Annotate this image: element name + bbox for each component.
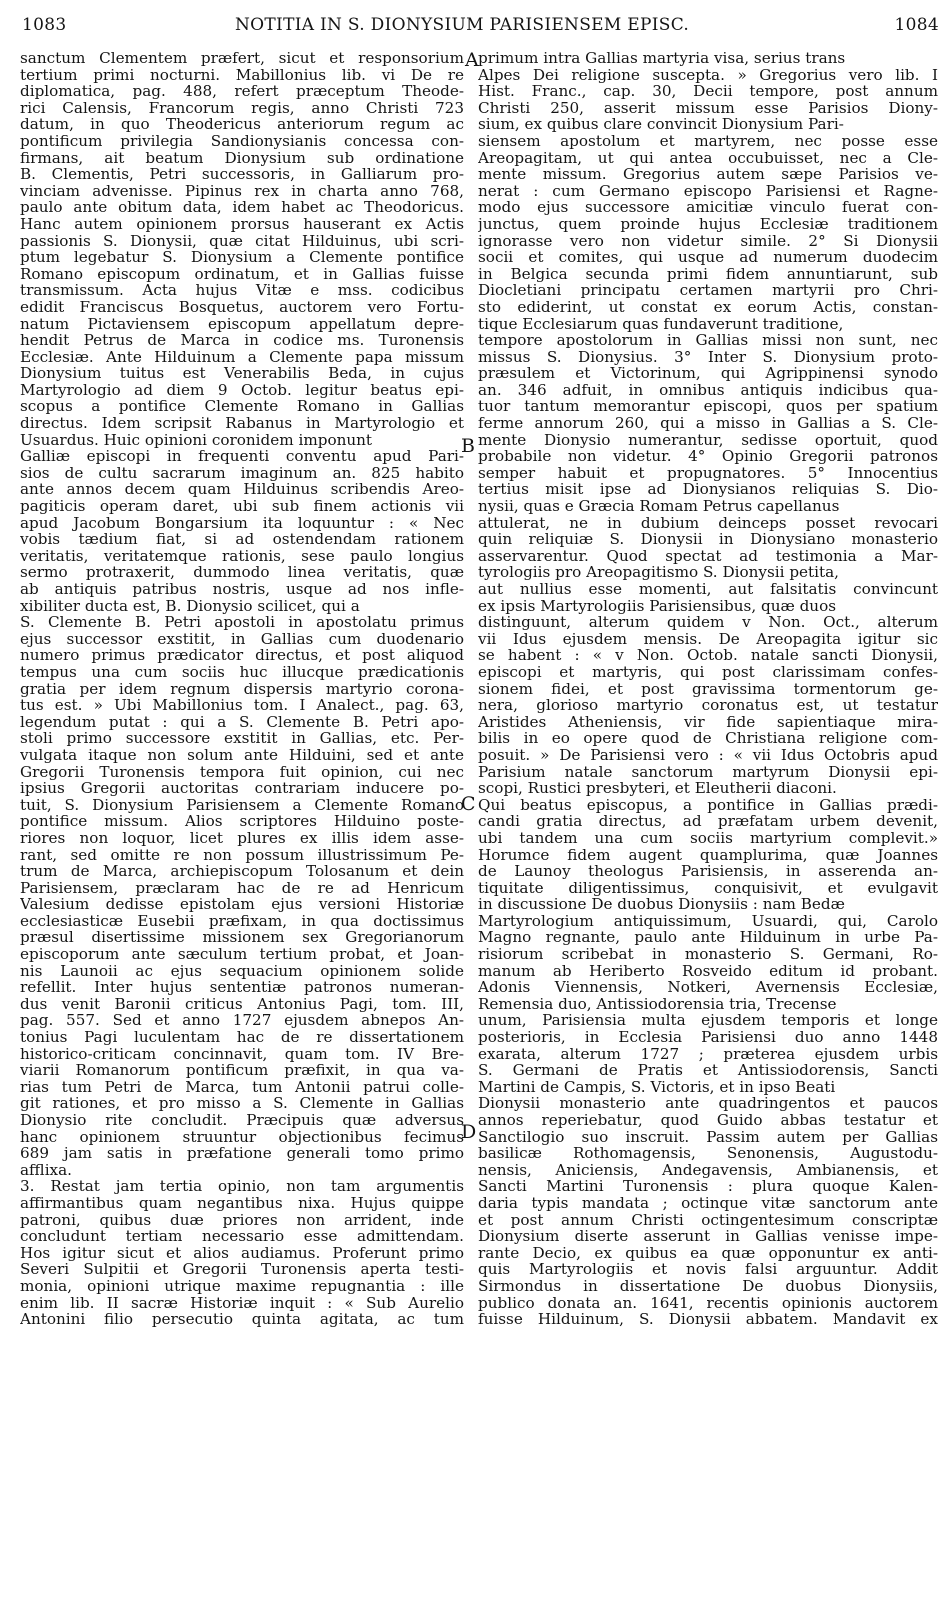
text-line: mente Dionysio numerantur, sedisse oportuit, quod [478, 431, 938, 449]
text-line: ipsius Gregorii auctoritas contrariam inducere po- [20, 780, 464, 797]
text-line: scopus a pontifice Clemente Romano in Gallias [20, 398, 464, 416]
text-line: S. Germani de Pratis et Antissiodorensis, Sancti [478, 1062, 938, 1079]
text-line: basilicæ Rothomagensis, Senonensis, Augustodu- [478, 1145, 938, 1162]
text-line: tempus una cum sociis huc illucque prædicationis [20, 663, 464, 681]
text-line: ubi tandem una cum sociis martyrium complevit.» [478, 829, 938, 847]
text-line: Antonini filio persecutio quinta agitata, ac tum [20, 1311, 464, 1328]
text-line: posterioris, in Ecclesia Parisiensi duo anno 1448 [478, 1029, 938, 1046]
text-line: concludunt tertiam necessario esse admittendam. [20, 1228, 464, 1245]
text-line: 689 jam satis in præfatione generali tomo primo [20, 1145, 464, 1162]
text-line: natum Pictaviensem episcopum appellatum depre- [20, 315, 464, 333]
text-line: vinciam advenisse. Pipinus rex in charta anno 768, [20, 182, 464, 200]
text-line: S. Clemente B. Petri apostoli in apostolatu primus [20, 614, 464, 631]
text-line: tonius Pagi luculentam hac de re dissertationem [20, 1029, 464, 1046]
text-line: monia, opinioni utrique maxime repugnantia : ille [20, 1277, 464, 1295]
text-line: quis Martyrologiis et novis falsi arguuntur. Addit [478, 1261, 938, 1278]
text-line: pontifice missum. Alios scriptores Hilduino poste- [20, 813, 464, 830]
text-line: Remensia duo, Antissiodorensia tria, Trecense [478, 995, 837, 1013]
text-line: Qui beatus episcopus, a pontifice in Gallias prædi- [478, 796, 938, 814]
text-line: edidit Franciscus Bosquetus, auctorem vero Fortu- [20, 298, 464, 316]
text-line: Sirmondus in dissertatione De duobus Dionysiis, [478, 1277, 938, 1295]
text-line: B. Clementis, Petri successoris, in Galliarum pro- [20, 166, 464, 183]
margin-marker-b: B [461, 435, 475, 457]
text-line: asservarentur. Quod spectat ad testimonia a Mar- [478, 547, 938, 565]
running-header [22, 10, 939, 40]
text-line: paulo ante obitum data, idem habet ac Theodoricus. [20, 199, 464, 216]
text-line: diplomatica, pag. 488, refert præceptum Theode- [20, 83, 464, 100]
text-line: Hanc autem opinionem prorsus hauserant ex Actis [20, 215, 464, 233]
text-line: directus. Idem scripsit Rabanus in Martyrologio et [20, 415, 464, 432]
text-line: tertius misit ipse ad Dionysianos reliquias S. Dio- [478, 481, 938, 499]
text-line: tique Ecclesiarum quas fundaverunt traditione, [478, 315, 844, 333]
text-line: 3. Restat jam tertia opinio, non tam argumentis [20, 1178, 464, 1195]
text-line: unum, Parisiensia multa ejusdem temporis et longe [478, 1012, 938, 1030]
text-line: Christi 250, asserit missum esse Parisios Diony- [478, 99, 938, 117]
margin-marker-d: D [461, 1121, 477, 1143]
text-line: ejus successor exstitit, in Gallias cum duodenario [20, 630, 464, 648]
text-line: fuisse Hilduinum, S. Dionysii abbatem. Mandavit ex [478, 1311, 938, 1328]
margin-marker-c: C [461, 793, 476, 815]
text-line: nis Launoii ac ejus sequacium opinionem solide [20, 962, 464, 980]
text-line: Hos igitur sicut et alios audiamus. Proferunt primo [20, 1244, 464, 1262]
text-line: veritatis, veritatemque rationis, sese paulo longius [20, 547, 464, 565]
text-line: ptum legebatur S. Dionysium a Clemente pontifice [20, 249, 464, 266]
text-line: nera, glorioso martyrio coronatus est, ut testatur [478, 697, 938, 714]
text-line: Areopagitam, ut qui antea occubuisset, nec a Cle- [478, 149, 938, 167]
text-line: an. 346 adfuit, in omnibus antiquis indicibus qua- [478, 381, 938, 399]
text-line: Diocletiani principatu certamen martyrii pro Chri- [478, 282, 938, 299]
text-line: in Belgica secunda primi fidem annuntiarunt, sub [478, 265, 938, 283]
text-line: stoli primo successore exstitit in Gallias, etc. Per- [20, 730, 464, 747]
text-line: hendit Petrus de Marca in codice ms. Turonensis [20, 332, 464, 349]
text-line: firmans, ait beatum Dionysium sub ordinatione [20, 149, 464, 167]
text-line: Horumce fidem augent quamplurima, quæ Joannes [478, 846, 938, 864]
text-line: publico donata an. 1641, recentis opinionis auctorem [478, 1294, 938, 1312]
right-column [478, 50, 938, 1328]
text-line: quin reliquiæ S. Dionysii in Dionysiano monasterio [478, 531, 938, 548]
text-line: episcoporum ante sæculum tertium probat, et Joan- [20, 946, 464, 963]
text-line: aut nullius esse momenti, aut falsitatis convincunt [478, 581, 938, 598]
text-line: tuor tantum memorantur episcopi, quos per spatium [478, 398, 938, 416]
text-line: ex ipsis Martyrologiis Parisiensibus, quæ duos [478, 597, 837, 615]
text-line: passionis S. Dionysii, quæ citat Hilduinus, ubi scri- [20, 232, 464, 250]
text-line: Martini de Campis, S. Victoris, et in ipso Beati [478, 1078, 836, 1096]
text-line: historico-criticam concinnavit, quam tom. IV Bre- [20, 1045, 464, 1063]
text-line: sermo protraxerit, dummodo linea veritatis, quæ [20, 564, 464, 581]
text-line: ab antiquis patribus nostris, usque ad nos infle- [20, 581, 464, 598]
text-line: tertium primi nocturni. Mabillonius lib. vi De re [20, 66, 464, 84]
text-line: Martyrologium antiquissimum, Usuardi, qui, Carolo [478, 912, 938, 930]
text-line: affirmantibus quam negantibus nixa. Hujus quippe [20, 1194, 464, 1212]
text-line: dus venit Baronii criticus Antonius Pagi, tom. III, [20, 995, 464, 1013]
text-line: tuit, S. Dionysium Parisiensem a Clemente Romano [20, 796, 464, 814]
text-line: vulgata itaque non solum ante Hilduini, sed et ante [20, 746, 464, 764]
text-line: nysii, quas e Græcia Romam Petrus capellanus [478, 498, 840, 515]
text-line: riores non loquor, licet plures ex illis idem asse- [20, 829, 464, 847]
text-line: candi gratia directus, ad præfatam urbem devenit, [478, 813, 938, 830]
text-line: tiquitate diligentissimus, conquisivit, et evulgavit [478, 879, 938, 897]
text-line: afflixa. [20, 1161, 73, 1179]
text-line: daria typis mandata ; octinque vitæ sanctorum ante [478, 1194, 938, 1212]
text-line: Gregorii Turonensis tempora fuit opinion, cui nec [20, 763, 464, 781]
text-line: Ecclesiæ. Ante Hilduinum a Clemente papa missum [20, 348, 464, 366]
text-line: se habent : « v Non. Octob. natale sancti Dionysii, [478, 647, 938, 664]
text-line: scopi, Rustici presbyteri, et Eleutherii diaconi. [478, 780, 837, 797]
text-line: Sanctilogio suo inscruit. Passim autem per Gallias [478, 1128, 938, 1146]
text-line: viarii Romanorum pontificum præfixit, in qua va- [20, 1062, 464, 1079]
text-line: præsulem et Victorinum, qui Agrippinensi synodo [478, 365, 938, 382]
text-line: Magno regnante, paulo ante Hilduinum in urbe Pa- [478, 929, 938, 947]
text-line: refellit. Inter hujus sententiæ patronos numeran- [20, 979, 464, 996]
text-line: rici Calensis, Francorum regis, anno Christi 723 [20, 99, 464, 117]
text-line: pagiticis operam daret, ubi sub finem actionis vii [20, 498, 464, 515]
right-page-number: 1084 [894, 15, 939, 35]
text-line: de Launoy theologus Parisiensis, in asserenda an- [478, 863, 938, 880]
text-line: Dionysio rite concludit. Præcipuis quæ adversus [20, 1112, 464, 1129]
margin-marker-a: A [465, 49, 479, 71]
text-line: pag. 557. Sed et anno 1727 ejusdem abnepos An- [20, 1012, 464, 1030]
text-line: tus est. » Ubi Mabillonius tom. I Analect., pag. 63, [20, 697, 464, 714]
text-line: risiorum scribebat in monasterio S. Germani, Ro- [478, 946, 938, 963]
text-line: ante annos decem quam Hilduinus scribendis Areo- [20, 481, 464, 499]
text-line: attulerat, ne in dubium deinceps posset revocari [478, 514, 938, 532]
text-line: exarata, alterum 1727 ; præterea ejusdem urbis [478, 1045, 938, 1063]
text-line: mente missum. Gregorius autem sæpe Parisios ve- [478, 166, 938, 183]
text-line: legendum putat : qui a S. Clemente B. Petri apo- [20, 713, 464, 731]
text-line: enim lib. II sacræ Historiæ inquit : « Sub Aurelio [20, 1294, 464, 1312]
text-line: junctus, quem proinde hujus Ecclesiæ traditionem [478, 215, 938, 233]
text-line: manum ab Heriberto Rosveido editum id probant. [478, 962, 938, 980]
text-line: apud Jacobum Bongarsium ita loquuntur : « Nec [20, 514, 464, 532]
running-title: NOTITIA IN S. DIONYSIUM PARISIENSEM EPISC. [235, 15, 690, 35]
text-line: distinguunt, alterum quidem v Non. Oct., alterum [478, 614, 938, 631]
text-line: primum intra Gallias martyria visa, serius trans [478, 50, 846, 67]
text-line: patroni, quibus duæ priores non arrident, inde [20, 1211, 464, 1229]
text-line: Usuardus. Huic opinioni coronidem imponunt [20, 431, 373, 449]
text-line: Dionysium diserte asserunt in Gallias venisse impe- [478, 1228, 938, 1245]
text-line: ferme annorum 260, qui a misso in Gallias a S. Cle- [478, 415, 938, 432]
text-line: bilis in eo opere quod de Christiana religione com- [478, 730, 938, 747]
text-line: præsul disertissime missionem sex Gregorianorum [20, 929, 464, 947]
text-line: Sancti Martini Turonensis : plura quoque Kalen- [478, 1178, 938, 1195]
text-line: tempore apostolorum in Gallias missi non sunt, nec [478, 332, 938, 349]
text-line: gratia per idem regnum dispersis martyrio corona- [20, 680, 464, 698]
text-line: hanc opinionem struuntur objectionibus fecimus [20, 1128, 464, 1146]
text-line: Alpes Dei religione suscepta. » Gregorius vero lib. I [478, 66, 938, 84]
text-line: Severi Sulpitii et Gregorii Turonensis aperta testi- [20, 1261, 464, 1278]
text-line: episcopi et martyris, qui post clarissimam confes- [478, 663, 938, 681]
text-line: Dionysii monasterio ante quadringentos et paucos [478, 1095, 938, 1112]
text-line: trum de Marca, archiepiscopum Tolosanum et dein [20, 863, 464, 880]
text-line: nensis, Aniciensis, Andegavensis, Ambianensis, et [478, 1161, 938, 1179]
text-line: pontificum privilegia Sandionysianis concessa con- [20, 132, 464, 150]
text-line: Adonis Viennensis, Notkeri, Avernensis Ecclesiæ, [478, 979, 938, 996]
left-column [20, 50, 464, 1328]
text-line: nerat : cum Germano episcopo Parisiensi et Ragne- [478, 182, 938, 200]
text-line: semper habuit et propugnatores. 5° Innocentius [478, 464, 938, 482]
text-line: datum, in quo Theodericus anteriorum regum ac [20, 116, 464, 133]
left-page-number: 1083 [22, 15, 67, 35]
text-line: Galliæ episcopi in frequenti conventu apud Pari- [20, 448, 464, 465]
text-line: Martyrologio ad diem 9 Octob. legitur beatus epi- [20, 381, 464, 399]
text-line: Parisiensem, præclaram hac de re ad Henricum [20, 879, 464, 897]
text-line: rias tum Petri de Marca, tum Antonii patrui colle- [20, 1078, 464, 1096]
text-line: ignorasse vero non videtur simile. 2° Si Dionysii [478, 232, 938, 250]
text-line: transmissum. Acta hujus Vitæ e mss. codicibus [20, 282, 464, 299]
text-line: Hist. Franc., cap. 30, Decii tempore, post annum [478, 83, 938, 100]
text-line: sionem fidei, et post gravissima tormentorum ge- [478, 680, 938, 698]
text-line: Dionysium tuitus est Venerabilis Beda, in cujus [20, 365, 464, 382]
text-line: et post annum Christi octingentesimum conscriptæ [478, 1211, 938, 1229]
text-line: in discussione De duobus Dionysiis : nam Bedæ [478, 896, 845, 913]
text-line: socii et comites, qui usque ad numerum duodecim [478, 249, 938, 266]
text-line: annos reperiebatur, quod Guido abbas testatur et [478, 1112, 938, 1129]
text-line: vii Idus ejusdem mensis. De Areopagita igitur sic [478, 630, 938, 648]
text-line: sanctum Clementem præfert, sicut et responsorium [20, 50, 464, 67]
text-line: sium, ex quibus clare convincit Dionysium Pari- [478, 116, 844, 133]
text-line: sto ediderint, ut constat ex eorum Actis, constan- [478, 298, 938, 316]
text-line: numero primus prædicator directus, et post aliquod [20, 647, 464, 664]
text-line: rant, sed omitte re non possum illustrissimum Pe- [20, 846, 464, 864]
text-line: tyrologiis pro Areopagitismo S. Dionysii petita, [478, 564, 839, 581]
text-line: sios de cultu sacrarum imaginum an. 825 habito [20, 464, 464, 482]
text-line: xibiliter ducta est, B. Dionysio scilicet, qui a [20, 597, 360, 615]
text-line: Romano episcopum ordinatum, et in Gallias fuisse [20, 265, 464, 283]
text-line: Aristides Atheniensis, vir fide sapientiaque mira- [478, 713, 938, 731]
text-line: vobis tædium fiat, si ad ostendendam rationem [20, 531, 464, 548]
text-line: modo ejus successore amicitiæ vinculo fuerat con- [478, 199, 938, 216]
text-line: siensem apostolum et martyrem, nec posse esse [478, 132, 938, 150]
text-line: Parisium natale sanctorum martyrum Dionysii epi- [478, 763, 938, 781]
text-line: Valesium dedisse epistolam ejus versioni Historiæ [20, 896, 464, 913]
text-line: git rationes, et pro misso a S. Clemente in Gallias [20, 1095, 464, 1112]
text-line: missus S. Dionysius. 3° Inter S. Dionysium proto- [478, 348, 938, 366]
text-line: probabile non videtur. 4° Opinio Gregorii patronos [478, 448, 938, 465]
text-line: ecclesiasticæ Eusebii præfixam, in qua doctissimus [20, 912, 464, 930]
text-line: posuit. » De Parisiensi vero : « vii Idus Octobris apud [478, 746, 938, 764]
text-line: rante Decio, ex quibus ea quæ opponuntur ex anti- [478, 1244, 938, 1262]
